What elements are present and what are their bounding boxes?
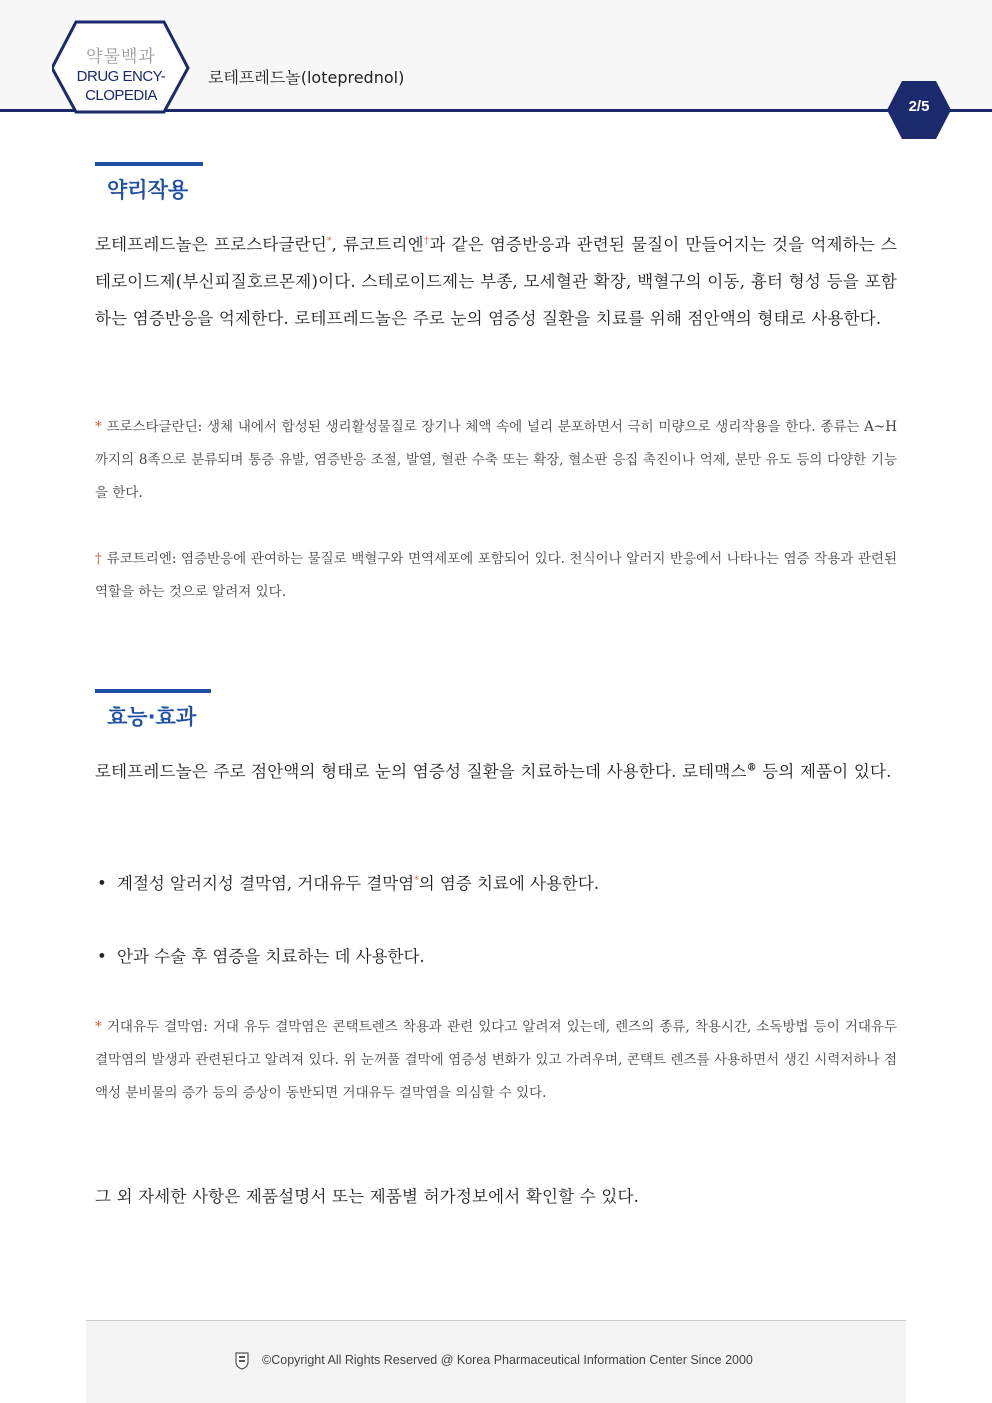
logo: [52, 20, 192, 114]
footnote-mark: *: [95, 419, 102, 435]
paragraph-text: 로테프레드놀은 주로 점안액의 형태로 눈의 염증성 질환을 치료하는데 사용한다. 로테맥스: [95, 762, 747, 781]
closing-paragraph: 그 외 자세한 사항은 제품설명서 또는 제품별 허가정보에서 확인할 수 있다.: [95, 1187, 640, 1206]
list-item: [97, 943, 425, 967]
bullet-icon: •: [97, 947, 107, 966]
footnote-text: 프로스타글란딘: 생체 내에서 합성된 생리활성물질로 장기나 체액 속에 널리 분포하면서 극히 미량으로 생리작용을 한다. 종류는 A~H까지의 8족으로 분류되며 통증 유발, 염증반응 조절, 발열, 혈관 수축 또는 확장, 혈소판 응집 촉진이나 억제, 분만 유도 등의 다양한 기능을 한다.: [95, 419, 897, 501]
footnote-mark-asterisk: *: [326, 236, 332, 247]
paragraph-text: 등의 제품이 있다.: [756, 762, 892, 781]
section-title-efficacy: 효능·효과: [107, 705, 197, 729]
footnote-giant-papillary-conjunctivitis: [95, 1011, 897, 1110]
bullet-icon: •: [97, 874, 107, 893]
section-title-pharmacology: 약리작용: [107, 178, 189, 202]
logo-english-line1: DRUG ENCY-: [76, 68, 166, 85]
footnote-text: 류코트리엔: 염증반응에 관여하는 물질로 백혈구와 면역세포에 포함되어 있다. 천식이나 알러지 반응에서 나타나는 염증 작용과 관련된 역할을 하는 것으로 알려져 있다.: [95, 551, 898, 600]
footnote-mark-dagger: †: [423, 236, 430, 247]
footnote-mark: *: [95, 1019, 102, 1035]
paragraph-text: , 류코트리엔: [331, 235, 424, 254]
logo-korean-text: 약물백과: [86, 47, 156, 67]
kpic-emblem-icon: [234, 1352, 250, 1370]
list-item-text: 의 염증 치료에 사용한다.: [418, 874, 600, 893]
efficacy-paragraph: [95, 753, 897, 790]
footer-copyright: ©Copyright All Rights Reserved @ Korea Pharmaceutical Information Center Since 2000: [262, 1353, 753, 1367]
list-item-text: 안과 수술 후 염증을 치료하는 데 사용한다.: [117, 947, 425, 966]
list-item: [97, 870, 599, 894]
registered-mark: ®: [746, 762, 757, 774]
footnote-prostaglandin: [95, 411, 897, 510]
pharmacology-paragraph: [95, 226, 897, 337]
paragraph-text: 로테프레드놀은 프로스타글란딘: [95, 235, 327, 254]
footnote-mark-asterisk: *: [414, 875, 419, 886]
document-title: 로테프레드놀(loteprednol): [208, 68, 405, 87]
list-item-text: 계절성 알러지성 결막염, 거대유두 결막염: [117, 874, 415, 893]
footnote-text: 거대유두 결막염: 거대 유두 결막염은 콘택트렌즈 착용과 관련 있다고 알려져 있는데, 렌즈의 종류, 착용시간, 소독방법 등이 거대유두 결막염의 발생과 관련된다고 알려져 있다. 위 눈꺼풀 결막에 염증성 변화가 있고 가려우며, 콘택트 렌즈를 사용하면서 생긴 시력저하나 점액성 분비물의 증가 등의 증상이 동반되면 거대유두 결막염을 의심할 수 있다.: [95, 1019, 897, 1101]
paragraph-text: 과 같은 염증반응과 관련된 물질이 만들어지는 것을 억제하는 스테로이드제(부신피질호르몬제)이다. 스테로이드제는 부종, 모세혈관 확장, 백혈구의 이동, 흉터 형성 등을 포함하는 염증반응을 억제한다. 로테프레드놀은 주로 눈의 염증성 질환을 치료를 위해 점안액의 형태로 사용한다.: [95, 235, 897, 328]
footnote-mark: †: [95, 551, 103, 567]
logo-english-line2: CLOPEDIA: [85, 87, 157, 104]
section-title-bar: [95, 162, 203, 166]
page-indicator: 2/5: [908, 98, 930, 115]
section-title-bar: [95, 689, 211, 693]
footnote-leukotriene: [95, 543, 897, 609]
